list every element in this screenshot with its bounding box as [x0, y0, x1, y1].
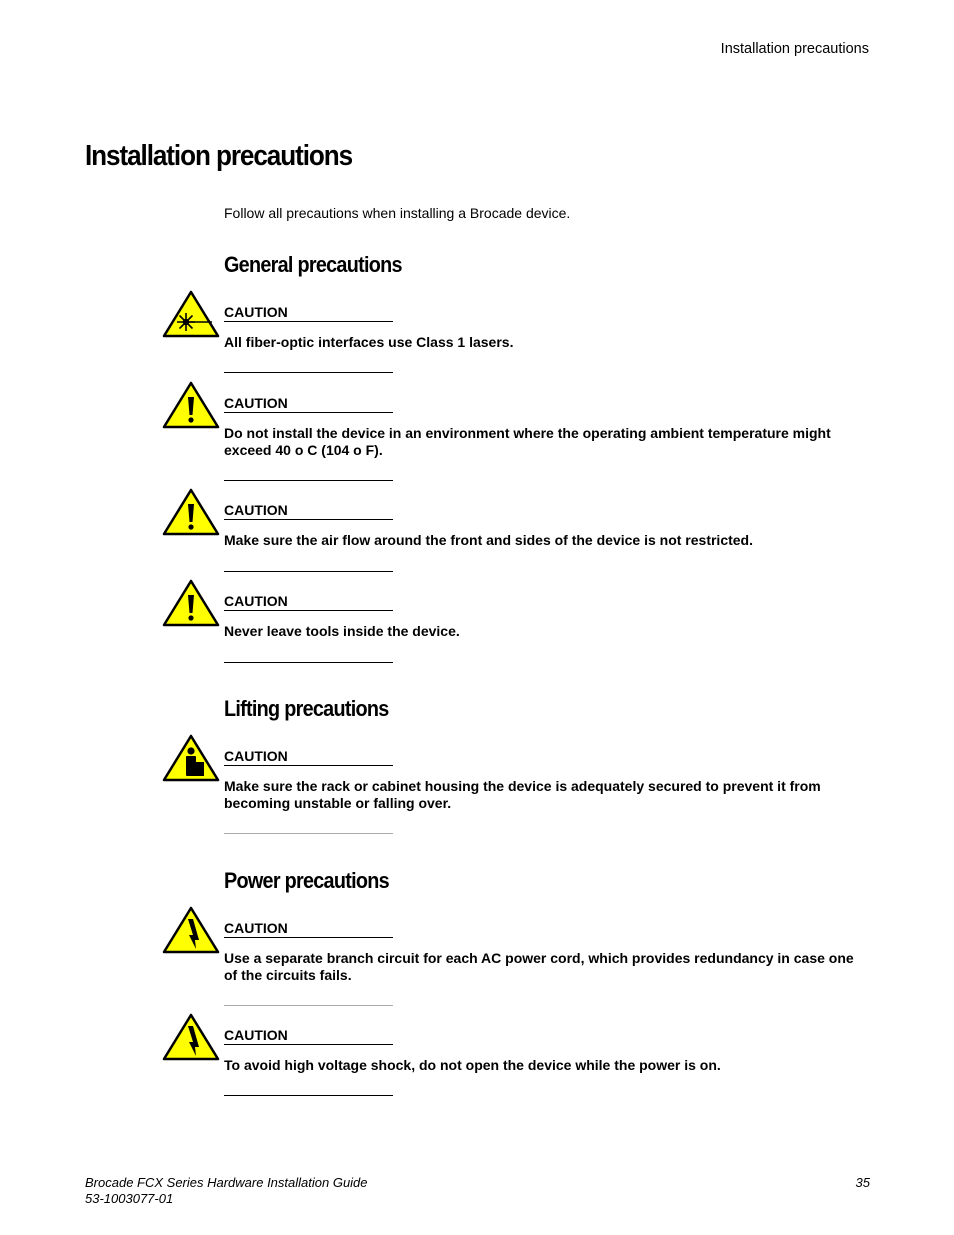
caution-end-rule: [224, 1005, 393, 1006]
caution-label: CAUTION: [224, 502, 393, 520]
caution-label: CAUTION: [224, 1027, 393, 1045]
caution-label: CAUTION: [224, 395, 393, 413]
caution-text: Make sure the rack or cabinet housing the device is adequately secured to prevent it from becoming unstable or falling over.: [224, 778, 821, 811]
caution-label: CAUTION: [224, 748, 393, 766]
caution-text: Do not install the device in an environment where the operating ambient temperature might exceed 40 o C (104 o F).: [224, 425, 831, 458]
exclamation-warning-icon: [162, 578, 220, 628]
section-heading-general: General precautions: [224, 252, 402, 277]
caution-label: CAUTION: [224, 920, 393, 938]
laser-warning-icon: [162, 289, 220, 339]
caution-text: To avoid high voltage shock, do not open the device while the power is on.: [224, 1057, 721, 1073]
section-heading-lifting: Lifting precautions: [224, 696, 389, 721]
caution-text: All fiber-optic interfaces use Class 1 lasers.: [224, 334, 514, 350]
caution-text: Never leave tools inside the device.: [224, 623, 460, 639]
caution-end-rule: [224, 372, 393, 373]
heavy-load-warning-icon: [162, 733, 220, 783]
exclamation-warning-icon: [162, 487, 220, 537]
caution-end-rule: [224, 571, 393, 572]
exclamation-warning-icon: [162, 380, 220, 430]
footer-page-number: 35: [855, 1175, 870, 1190]
caution-end-rule: [224, 480, 393, 481]
footer-doc-number: 53-1003077-01: [85, 1191, 174, 1206]
section-heading-power: Power precautions: [224, 868, 389, 893]
page-title: Installation precautions: [85, 140, 353, 172]
caution-end-rule: [224, 833, 393, 834]
footer-document-info: [85, 1175, 368, 1207]
caution-end-rule: [224, 662, 393, 663]
intro-paragraph: Follow all precautions when installing a Brocade device.: [224, 205, 571, 221]
footer-guide-title: Brocade FCX Series Hardware Installation Guide: [85, 1175, 368, 1190]
caution-label: CAUTION: [224, 593, 393, 611]
electrical-hazard-icon: [162, 1012, 220, 1062]
caution-end-rule: [224, 1095, 393, 1096]
electrical-hazard-icon: [162, 905, 220, 955]
caution-text: Make sure the air flow around the front and sides of the device is not restricted.: [224, 532, 753, 548]
caution-text: Use a separate branch circuit for each AC power cord, which provides redundancy in case one of the circuits fails.: [224, 950, 854, 983]
running-header: Installation precautions: [720, 41, 869, 57]
caution-label: CAUTION: [224, 304, 393, 322]
